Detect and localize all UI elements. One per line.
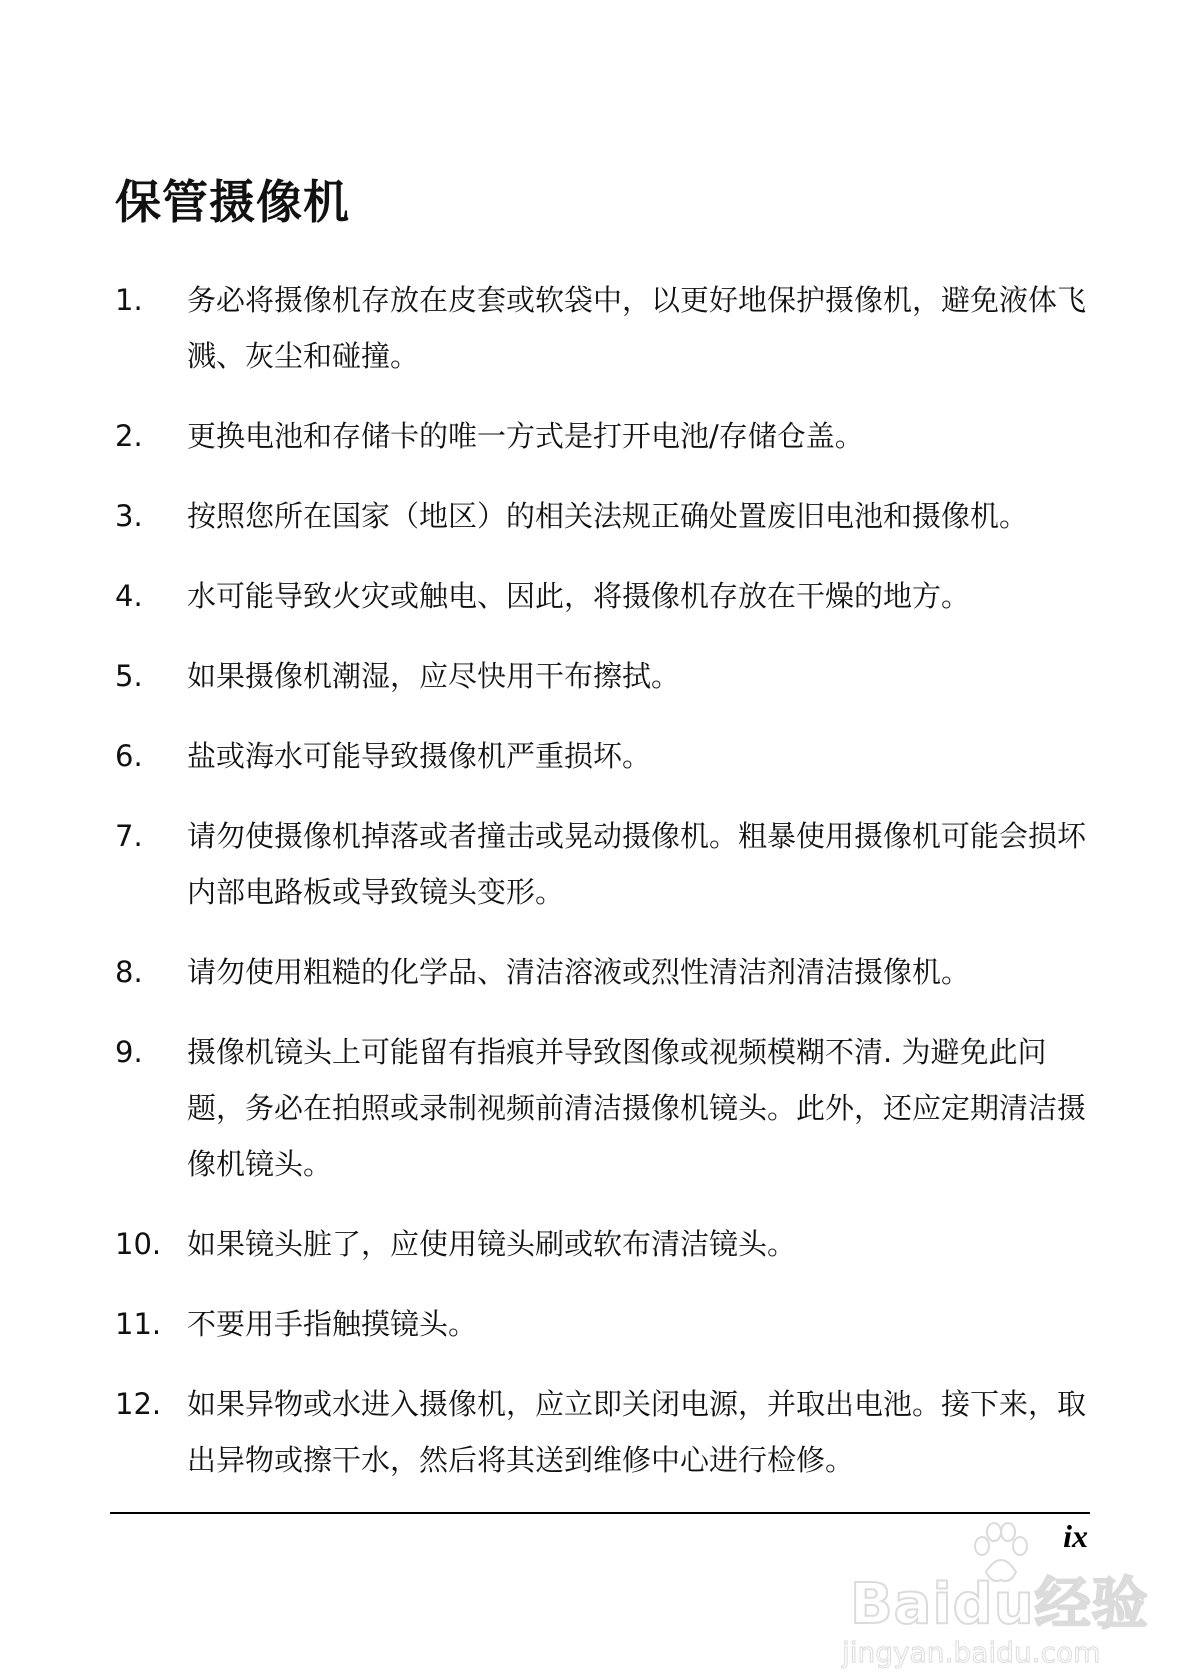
list-item-number: 7. bbox=[115, 819, 143, 853]
list-item-text: 盐或海水可能导致摄像机严重损坏。 bbox=[187, 739, 652, 773]
baidu-jingyan-watermark bbox=[820, 1520, 1150, 1670]
list-item-number: 10. bbox=[115, 1227, 162, 1261]
list-item bbox=[115, 808, 1095, 920]
list-item bbox=[115, 272, 1095, 384]
list-item-number: 3. bbox=[115, 499, 143, 533]
list-item bbox=[115, 944, 1095, 1000]
care-instructions-list bbox=[115, 272, 1095, 1512]
list-item-number: 9. bbox=[115, 1035, 143, 1069]
page-number: ix bbox=[1063, 1518, 1088, 1554]
list-item-text: 更换电池和存储卡的唯一方式是打开电池/存储仓盖。 bbox=[187, 419, 864, 453]
list-item-number: 12. bbox=[115, 1387, 162, 1421]
list-item-text: 如果镜头脏了，应使用镜头刷或软布清洁镜头。 bbox=[187, 1227, 797, 1261]
list-item-text: 请勿使用粗糙的化学品、清洁溶液或烈性清洁剂清洁摄像机。 bbox=[187, 955, 971, 989]
footer-divider bbox=[110, 1512, 1090, 1514]
list-item-number: 11. bbox=[115, 1307, 162, 1341]
watermark-url-text: jingyan.baidu.com bbox=[842, 1636, 1101, 1669]
list-item-text: 水可能导致火灾或触电、因此，将摄像机存放在干燥的地方。 bbox=[187, 579, 971, 613]
list-item-number: 2. bbox=[115, 419, 143, 453]
list-item bbox=[115, 1296, 1095, 1352]
list-item-number: 5. bbox=[115, 659, 143, 693]
list-item-text: 请勿使摄像机掉落或者撞击或晃动摄像机。粗暴使用摄像机可能会损坏内部电路板或导致镜头变形。 bbox=[187, 819, 1087, 909]
list-item bbox=[115, 1376, 1095, 1488]
list-item-text: 不要用手指触摸镜头。 bbox=[187, 1307, 478, 1341]
list-item-text: 如果异物或水进入摄像机，应立即关闭电源，并取出电池。接下来，取出异物或擦干水，然后将其送到维修中心进行检修。 bbox=[187, 1387, 1087, 1477]
list-item-number: 6. bbox=[115, 739, 143, 773]
watermark-logo-text: Baidu经验 bbox=[850, 1572, 1149, 1637]
list-item bbox=[115, 408, 1095, 464]
list-item-number: 8. bbox=[115, 955, 143, 989]
list-item-number: 1. bbox=[115, 283, 143, 317]
list-item bbox=[115, 488, 1095, 544]
list-item-text: 务必将摄像机存放在皮套或软袋中，以更好地保护摄像机，避免液体飞溅、灰尘和碰撞。 bbox=[187, 283, 1087, 373]
list-item bbox=[115, 648, 1095, 704]
list-item bbox=[115, 728, 1095, 784]
list-item bbox=[115, 568, 1095, 624]
page-title: 保管摄像机 bbox=[115, 175, 350, 229]
list-item bbox=[115, 1024, 1095, 1192]
list-item-text: 按照您所在国家（地区）的相关法规正确处置废旧电池和摄像机。 bbox=[187, 499, 1029, 533]
list-item-text: 如果摄像机潮湿，应尽快用干布擦拭。 bbox=[187, 659, 681, 693]
list-item-number: 4. bbox=[115, 579, 143, 613]
list-item bbox=[115, 1216, 1095, 1272]
list-item-text: 摄像机镜头上可能留有指痕并导致图像或视频模糊不清. 为避免此问题，务必在拍照或录制视频前清洁摄像机镜头。此外，还应定期清洁摄像机镜头。 bbox=[187, 1035, 1087, 1181]
